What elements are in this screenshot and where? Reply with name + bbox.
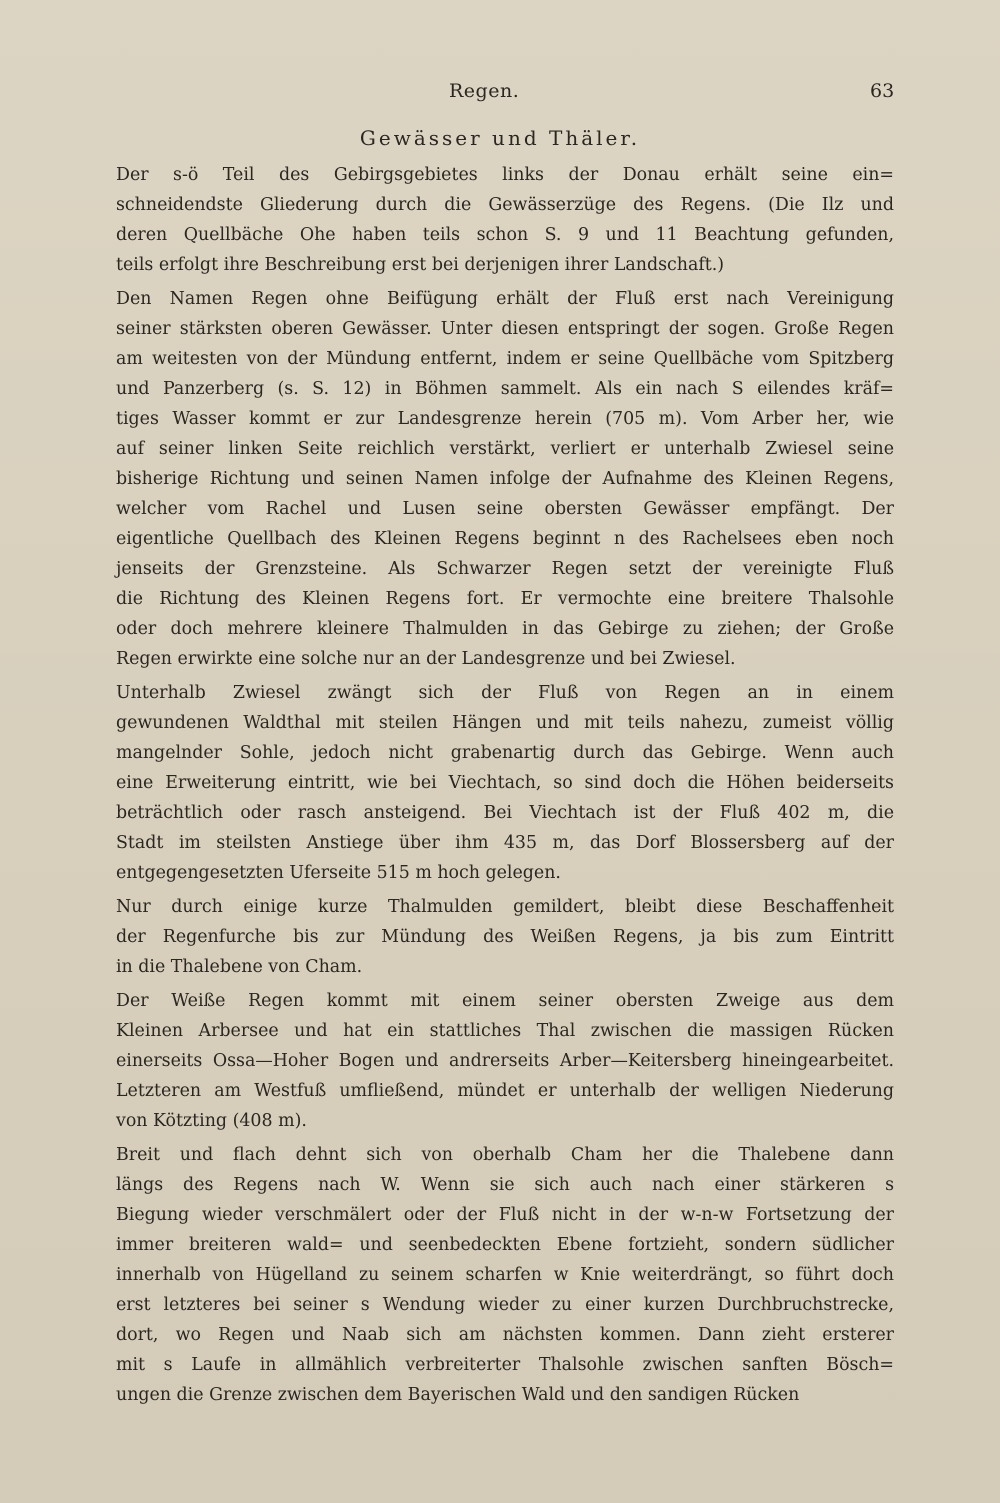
text-line: innerhalb von Hügelland zu seinem scharfen w Knie weiterdrängt, so führt doch [116,1265,894,1285]
paragraph [116,284,894,674]
text-line: mit s Laufe in allmählich verbreiterter Thalsohle zwischen sanften Bösch= [116,1355,894,1375]
text-line: Breit und flach dehnt sich von oberhalb Cham her die Thalebene dann [116,1145,894,1165]
running-head [0,80,1000,110]
text-line: seiner stärksten oberen Gewässer. Unter diesen entspringt der sogen. Große Regen [116,319,894,339]
paragraph [116,1140,894,1410]
text-line: auf seiner linken Seite reichlich verstärkt, verliert er unterhalb Zwiesel seine [116,439,894,459]
text-line: Unterhalb Zwiesel zwängt sich der Fluß von Regen an in einem [116,683,894,703]
text-line: welcher vom Rachel und Lusen seine obersten Gewässer empfängt. Der [116,499,894,519]
text-line: die Richtung des Kleinen Regens fort. Er vermochte eine breitere Thalsohle [116,589,894,609]
text-line: mangelnder Sohle, jedoch nicht grabenartig durch das Gebirge. Wenn auch [116,743,894,763]
text-line: schneidendste Gliederung durch die Gewässerzüge des Regens. (Die Ilz und [116,195,894,215]
text-line: Stadt im steilsten Anstiege über ihm 435 m, das Dorf Blossersberg auf der [116,833,894,853]
text-line: immer breiteren wald= und seenbedeckten Ebene fortzieht, sondern südlicher [116,1235,894,1255]
text-line: Letzteren am Westfuß umfließend, mündet er unterhalb der welligen Niederung [116,1081,894,1101]
text-line: bisherige Richtung und seinen Namen infolge der Aufnahme des Kleinen Regens, [116,469,894,489]
text-line: ungen die Grenze zwischen dem Bayerischen Wald und den sandigen Rücken [116,1385,800,1405]
text-line: am weitesten von der Mündung entfernt, indem er seine Quellbäche vom Spitzberg [116,349,894,369]
text-line: in die Thalebene von Cham. [116,957,363,977]
paragraph [116,892,894,982]
text-line: längs des Regens nach W. Wenn sie sich auch nach einer stärkeren s [116,1175,894,1195]
paragraph [116,986,894,1136]
text-line: teils erfolgt ihre Beschreibung erst bei derjenigen ihrer Landschaft.) [116,255,725,275]
text-line: deren Quellbäche Ohe haben teils schon S. 9 und 11 Beachtung gefunden, [116,225,894,245]
text-line: eine Erweiterung eintritt, wie bei Viechtach, so sind doch die Höhen beiderseits [116,773,894,793]
text-line: Den Namen Regen ohne Beifügung erhält der Fluß erst nach Vereinigung [116,289,894,309]
text-line: jenseits der Grenzsteine. Als Schwarzer Regen setzt der vereinigte Fluß [116,559,894,579]
text-line: tiges Wasser kommt er zur Landesgrenze herein (705 m). Vom Arber her, wie [116,409,894,429]
body-text [116,160,894,1414]
text-line: Der Weiße Regen kommt mit einem seiner obersten Zweige aus dem [116,991,894,1011]
text-line: von Kötzting (408 m). [116,1111,307,1131]
text-line: Kleinen Arbersee und hat ein stattliches Thal zwischen die massigen Rücken [116,1021,894,1041]
running-title: Regen. [449,80,520,102]
text-line: Nur durch einige kurze Thalmulden gemildert, bleibt diese Beschaffenheit [116,897,894,917]
text-line: dort, wo Regen und Naab sich am nächsten kommen. Dann zieht ersterer [116,1325,894,1345]
text-line: und Panzerberg (s. S. 12) in Böhmen sammelt. Als ein nach S eilendes kräf= [116,379,894,399]
text-line: der Regenfurche bis zur Mündung des Weißen Regens, ja bis zum Eintritt [116,927,894,947]
section-heading: Gewässer und Thäler. [359,126,641,150]
page-number: 63 [870,80,895,102]
paragraph [116,678,894,888]
text-line: oder doch mehrere kleinere Thalmulden in das Gebirge zu ziehen; der Große [116,619,894,639]
text-line: Biegung wieder verschmälert oder der Fluß nicht in der w-n-w Fortsetzung der [116,1205,894,1225]
text-line: Der s-ö Teil des Gebirgsgebietes links der Donau erhält seine ein= [116,165,894,185]
text-line: eigentliche Quellbach des Kleinen Regens beginnt n des Rachelsees eben noch [116,529,894,549]
text-line: beträchtlich oder rasch ansteigend. Bei Viechtach ist der Fluß 402 m, die [116,803,894,823]
text-line: erst letzteres bei seiner s Wendung wieder zu einer kurzen Durchbruchstrecke, [116,1295,894,1315]
text-line: einerseits Ossa—Hoher Bogen und andrerseits Arber—Keitersberg hineingearbeitet. [116,1051,894,1071]
paragraph [116,160,894,280]
text-line: gewundenen Waldthal mit steilen Hängen und mit teils nahezu, zumeist völlig [116,713,894,733]
text-line: Regen erwirkte eine solche nur an der Landesgrenze und bei Zwiesel. [116,649,736,669]
text-line: entgegengesetzten Uferseite 515 m hoch gelegen. [116,863,561,883]
